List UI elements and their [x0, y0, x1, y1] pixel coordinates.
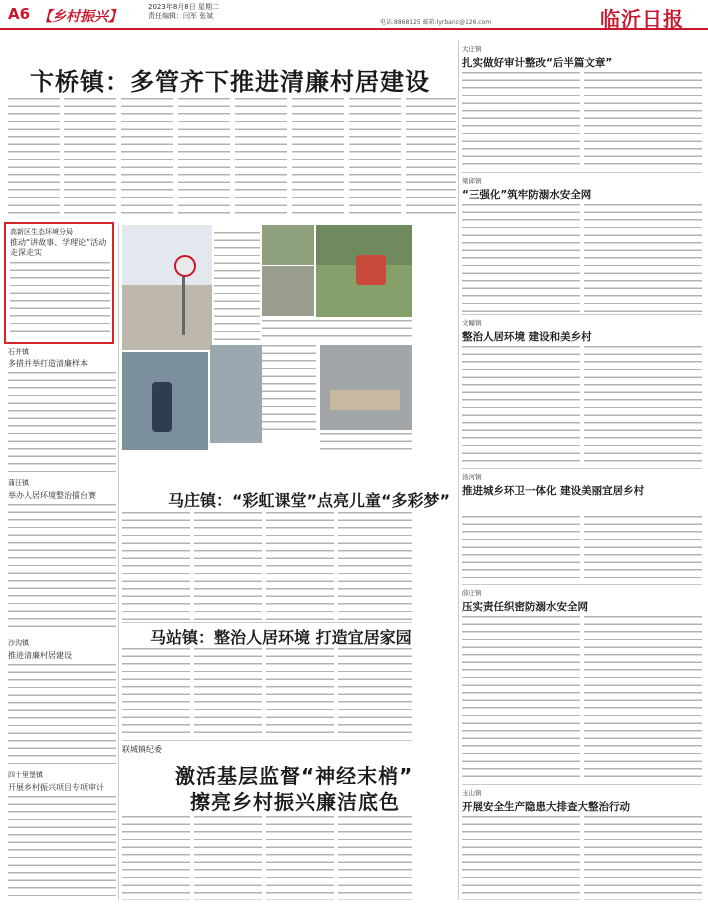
left-item-2-body [8, 372, 116, 472]
middle-story-2-col-4 [338, 648, 412, 736]
contact-line: 电话:8868125 邮箱:lyrbanc@126.com [380, 19, 492, 26]
main-text-col-7 [349, 98, 401, 216]
left-item-2-kicker: 石井镇 [8, 348, 29, 356]
right-item-3-body-b [584, 346, 702, 466]
right-divider-5 [462, 784, 702, 785]
left-item-3-title: 举办人居环境整治擂台赛 [8, 491, 96, 500]
right-item-1-kicker: 大庄镇 [462, 45, 482, 53]
left-item-3-body [8, 504, 116, 632]
middle-story-2-col-1 [122, 648, 190, 736]
right-item-2-body-a [462, 204, 580, 312]
middle-divider-2 [122, 740, 412, 741]
bottom-story-col-3 [266, 816, 334, 900]
main-text-col-1 [8, 98, 60, 216]
bottom-story-col-4 [338, 816, 412, 900]
main-text-col-5 [235, 98, 287, 216]
right-divider-3 [462, 468, 702, 469]
right-divider-4 [462, 584, 702, 585]
right-item-1-title: 扎实做好审计整改“后半篇文章” [462, 57, 613, 69]
photo-6-table [330, 390, 400, 410]
left-item-1-title: 推动“讲故事、学理论”活动走深走实 [10, 238, 107, 257]
middle-story-2-headline: 马站镇：整治人居环境 打造宜居家园 [150, 628, 412, 647]
left-item-4-kicker: 沙沟镇 [8, 639, 29, 647]
right-item-6-title: 开展安全生产隐患大排查大整治行动 [462, 801, 630, 813]
bottom-story-kicker: 联城镇纪委 [122, 745, 162, 754]
section-name: 【乡村振兴】 [38, 9, 122, 25]
photo-1-sky [122, 225, 212, 285]
main-text-col-4 [178, 98, 230, 216]
right-item-2-title: “三强化”筑牢防溺水安全网 [462, 189, 592, 201]
middle-divider-1 [122, 622, 412, 623]
bottom-story-headline-1: 激活基层监督“神经末梢” [175, 764, 414, 788]
right-item-5-body-b [584, 616, 702, 782]
middle-story-1-col-2 [194, 512, 262, 620]
right-item-4-title: 推进城乡环卫一体化 建设美丽宜居乡村 [462, 485, 645, 497]
photo-4-people [356, 255, 386, 285]
right-divider-1 [462, 172, 702, 173]
middle-story-1-col-3 [266, 512, 334, 620]
main-text-col-3 [121, 98, 173, 216]
edition-note: 责任编辑：闫军 张斌 [148, 12, 214, 20]
left-item-1-body [10, 262, 110, 338]
left-item-4-body [8, 664, 116, 764]
bottom-story-col-1 [122, 816, 190, 900]
issue-date: 2023年8月8日 星期二 [148, 3, 219, 11]
photo-1 [122, 225, 212, 350]
right-item-6-body-a [462, 816, 580, 900]
right-item-4-kicker: 汤河镇 [462, 473, 482, 481]
photo-5-caption [262, 345, 316, 435]
right-item-2-body-b [584, 204, 702, 312]
left-item-2-title: 多措并举打造清廉样本 [8, 359, 88, 368]
photo-2 [262, 225, 314, 265]
photo-1-sign [174, 255, 196, 277]
right-divider-2 [462, 314, 702, 315]
right-item-3-body-a [462, 346, 580, 466]
left-item-5-title: 开展乡村振兴项目专项审计 [8, 783, 104, 792]
bottom-story-headline-2: 擦亮乡村振兴廉洁底色 [190, 790, 400, 814]
photo-6 [320, 345, 412, 430]
photo-5 [210, 345, 262, 443]
left-item-4-title: 推进清廉村居建设 [8, 651, 72, 660]
photo-4 [316, 225, 412, 317]
right-item-4-body-b [584, 516, 702, 582]
right-item-1-body-b [584, 72, 702, 170]
newspaper-logo: 临沂日报 [600, 7, 684, 31]
right-item-5-body-a [462, 616, 580, 782]
right-item-6-body-b [584, 816, 702, 900]
left-item-5-body [8, 796, 116, 900]
main-text-col-2 [64, 98, 116, 216]
left-item-5-kicker: 四十里堡镇 [8, 771, 43, 779]
middle-story-2-col-3 [266, 648, 334, 736]
bottom-story-col-2 [194, 816, 262, 900]
right-item-5-kicker: 薛庄镇 [462, 589, 482, 597]
main-text-col-8 [406, 98, 456, 216]
middle-story-1-headline: 马庄镇：“彩虹课堂”点亮儿童“多彩梦” [168, 491, 451, 510]
photo-7-person [152, 382, 172, 432]
left-item-3-kicker: 蒲汪镇 [8, 479, 29, 487]
right-item-1-body-a [462, 72, 580, 170]
middle-story-1-col-1 [122, 512, 190, 620]
photo-1-wall [122, 285, 212, 350]
photo-1-caption [214, 232, 260, 342]
photo-4-caption [262, 320, 412, 342]
photo-7 [122, 352, 208, 450]
issue-meta [148, 3, 219, 21]
right-item-6-kicker: 玉山镇 [462, 789, 482, 797]
section-number: A6 [8, 5, 31, 23]
right-item-2-kicker: 梁邱镇 [462, 177, 482, 185]
right-item-3-title: 整治人居环境 建设和美乡村 [462, 331, 592, 343]
main-headline: 卞桥镇：多管齐下推进清廉村居建设 [30, 68, 430, 96]
right-item-3-kicker: 文疃镇 [462, 319, 482, 327]
left-item-1-kicker: 高新区生态环境分局 [10, 228, 73, 236]
right-item-5-title: 压实责任织密防溺水安全网 [462, 601, 588, 613]
left-divider [118, 225, 119, 900]
photo-3 [262, 266, 314, 316]
middle-story-1-col-4 [338, 512, 412, 620]
photo-6-caption [320, 433, 412, 455]
right-divider [458, 40, 459, 900]
middle-story-2-col-2 [194, 648, 262, 736]
right-item-4-body-a [462, 516, 580, 582]
main-text-col-6 [292, 98, 344, 216]
